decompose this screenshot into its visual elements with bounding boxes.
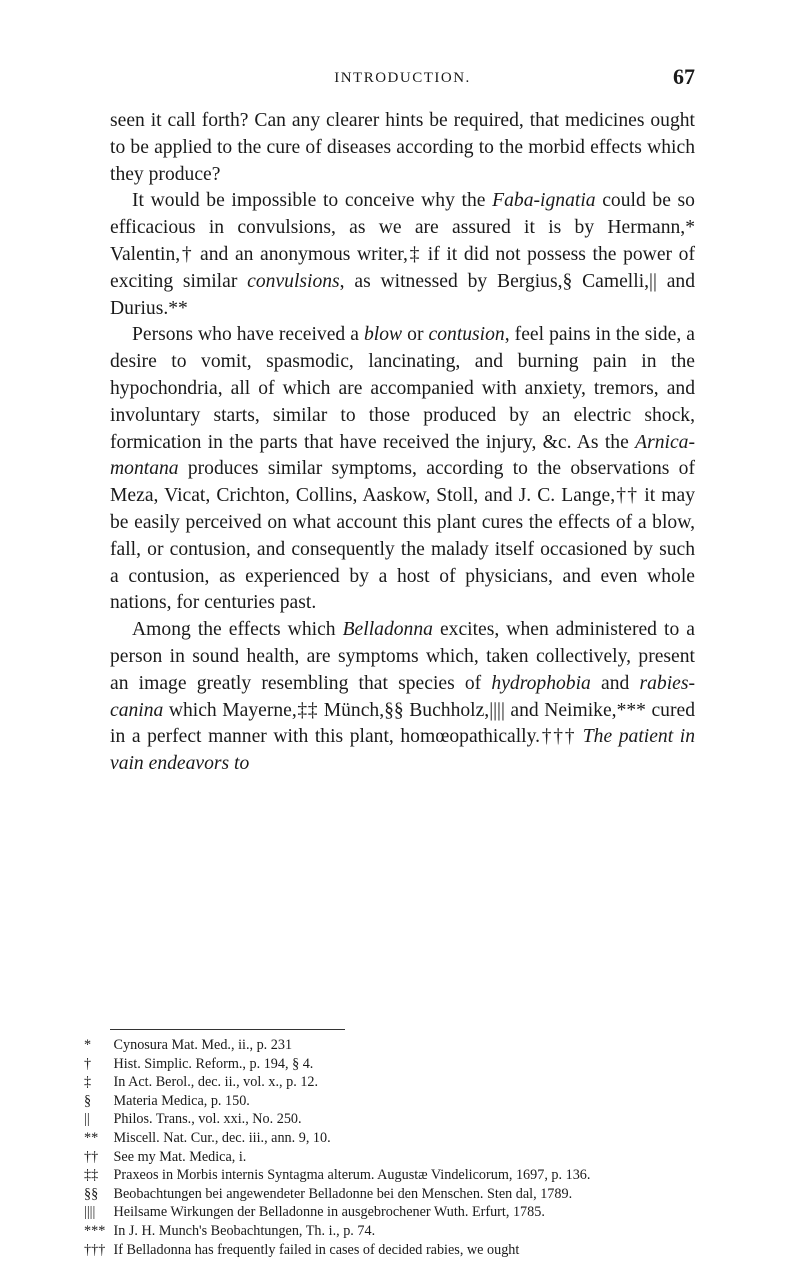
footnote: § Materia Medica, p. 150. (84, 1092, 250, 1109)
footnote: || Philos. Trans., vol. xxi., No. 250. (84, 1111, 302, 1128)
text-run: produces similar symptoms, according to the observations of Meza, Vicat, Crichton, Collins, Aaskow, Stoll, and J. C. Lange,†† it may be easily perceived on what account this plant cures the effects of a blow, fall, or contusion, and consequently the malady itself occasioned by such a contusion, as experienced by a host of physicians, and even whole nations, for centuries past. (110, 458, 695, 614)
footnote-text: Hist. Simplic. Reform., p. 194, § 4. (110, 1055, 314, 1072)
footnote-text: Miscell. Nat. Cur., dec. iii., ann. 9, 10. (110, 1129, 331, 1146)
text-run: , as witnessed by Bergius,§ Camelli,|| and Durius.** (110, 270, 695, 319)
footnote: † Hist. Simplic. Reform., p. 194, § 4. (84, 1055, 314, 1072)
text-run: or (402, 324, 429, 346)
footnote: ††† If Belladonna has frequently failed in cases of decided rabies, we ought (84, 1241, 520, 1258)
footnote-text: Praxeos in Morbis internis Syntagma alterum. Augustæ Vindelicorum, 1697, p. 136. (110, 1167, 591, 1184)
footnote-text: In J. H. Munch's Beobachtungen, Th. i., p. 74. (110, 1222, 376, 1239)
footnote: †† See my Mat. Medica, i. (84, 1148, 247, 1165)
running-title: INTRODUCTION. (334, 70, 471, 86)
footnote-text: Beobachtungen bei angewendeter Belladonne bei den Menschen. Sten dal, 1789. (110, 1185, 573, 1202)
body-text (110, 108, 695, 778)
italic-text: Faba-ignatia (492, 190, 596, 212)
footnotes (84, 1036, 695, 1259)
footnote: ‡‡ Praxeos in Morbis internis Syntagma alterum. Augustæ Vindelicorum, 1697, p. 136. (84, 1167, 591, 1184)
text-run: seen it call forth? Can any clearer hints be required, that medicines ought to be applied to the cure of diseases according to the morbid effects which they produce? (110, 110, 695, 185)
footnote: ** Miscell. Nat. Cur., dec. iii., ann. 9, 10. (84, 1129, 331, 1146)
running-header (110, 66, 695, 96)
footnote: ‡ In Act. Berol., dec. ii., vol. x., p. 12. (84, 1074, 319, 1091)
footnote: |||| Heilsame Wirkungen der Belladonne in ausgebrochener Wuth. Erfurt, 1785. (84, 1204, 545, 1221)
italic-text: Arnica-montana (110, 431, 695, 480)
footnote-text: In Act. Berol., dec. ii., vol. x., p. 12. (110, 1074, 319, 1091)
italic-text: contusion (428, 324, 505, 346)
footnote: §§ Beobachtungen bei angewendeter Belladonne bei den Menschen. Sten dal, 1789. (84, 1185, 573, 1202)
body-paragraph (110, 108, 695, 188)
body-paragraph (110, 188, 695, 322)
footnote: *** In J. H. Munch's Beobachtungen, Th. i., p. 74. (84, 1222, 376, 1239)
footnote-text: Materia Medica, p. 150. (110, 1092, 250, 1109)
italic-text: hydrophobia (491, 672, 591, 694)
text-run: which Mayerne,‡‡ Münch,§§ Buchholz,|||| and Neimike,*** cured in a perfect manner with this plant, homœopathically.††† (110, 699, 695, 748)
footnote: * Cynosura Mat. Med., ii., p. 231 (84, 1037, 293, 1053)
footnote-rule (110, 1029, 345, 1030)
footnote-text: Philos. Trans., vol. xxi., No. 250. (110, 1111, 302, 1128)
text-run: Among the effects which (132, 619, 343, 641)
italic-text: Belladonna (342, 619, 433, 641)
footnote-text: See my Mat. Medica, i. (110, 1148, 247, 1165)
body-paragraph (110, 322, 695, 617)
text-run: could be so efficacious in convulsions, as we are assured it is by Hermann,* Valentin,† and an anonymous writer,‡ if it did not possess the power of exciting similar (110, 190, 695, 292)
text-run: excites, when administered to a person in sound health, are symptoms which, taken collectively, present an image greatly resembling that species of (110, 619, 695, 694)
text-run: Persons who have received a (132, 324, 364, 346)
footnote-text: Heilsame Wirkungen der Belladonne in ausgebrochener Wuth. Erfurt, 1785. (110, 1204, 545, 1221)
text-run: , feel pains in the side, a desire to vomit, spasmodic, lancinating, and burning pain in the hypochondria, all of which are accompanied with anxiety, tremors, and involuntary starts, similar to those produced by an electric shock, formication in the parts that have received the injury, &c. As the (110, 324, 695, 453)
italic-text: rabies-canina (110, 672, 696, 721)
text-run: and (590, 672, 640, 694)
page-number: 67 (673, 64, 695, 89)
text-run: It would be impossible to conceive why the (132, 190, 493, 212)
body-paragraph (110, 617, 695, 778)
italic-text: convulsions (247, 270, 340, 292)
footnote-text: If Belladonna has frequently failed in cases of decided rabies, we ought (110, 1241, 520, 1258)
footnote-text: Cynosura Mat. Med., ii., p. 231 (110, 1037, 293, 1053)
italic-text: blow (364, 324, 403, 346)
italic-text: The patient in vain endeavors to (110, 726, 696, 775)
